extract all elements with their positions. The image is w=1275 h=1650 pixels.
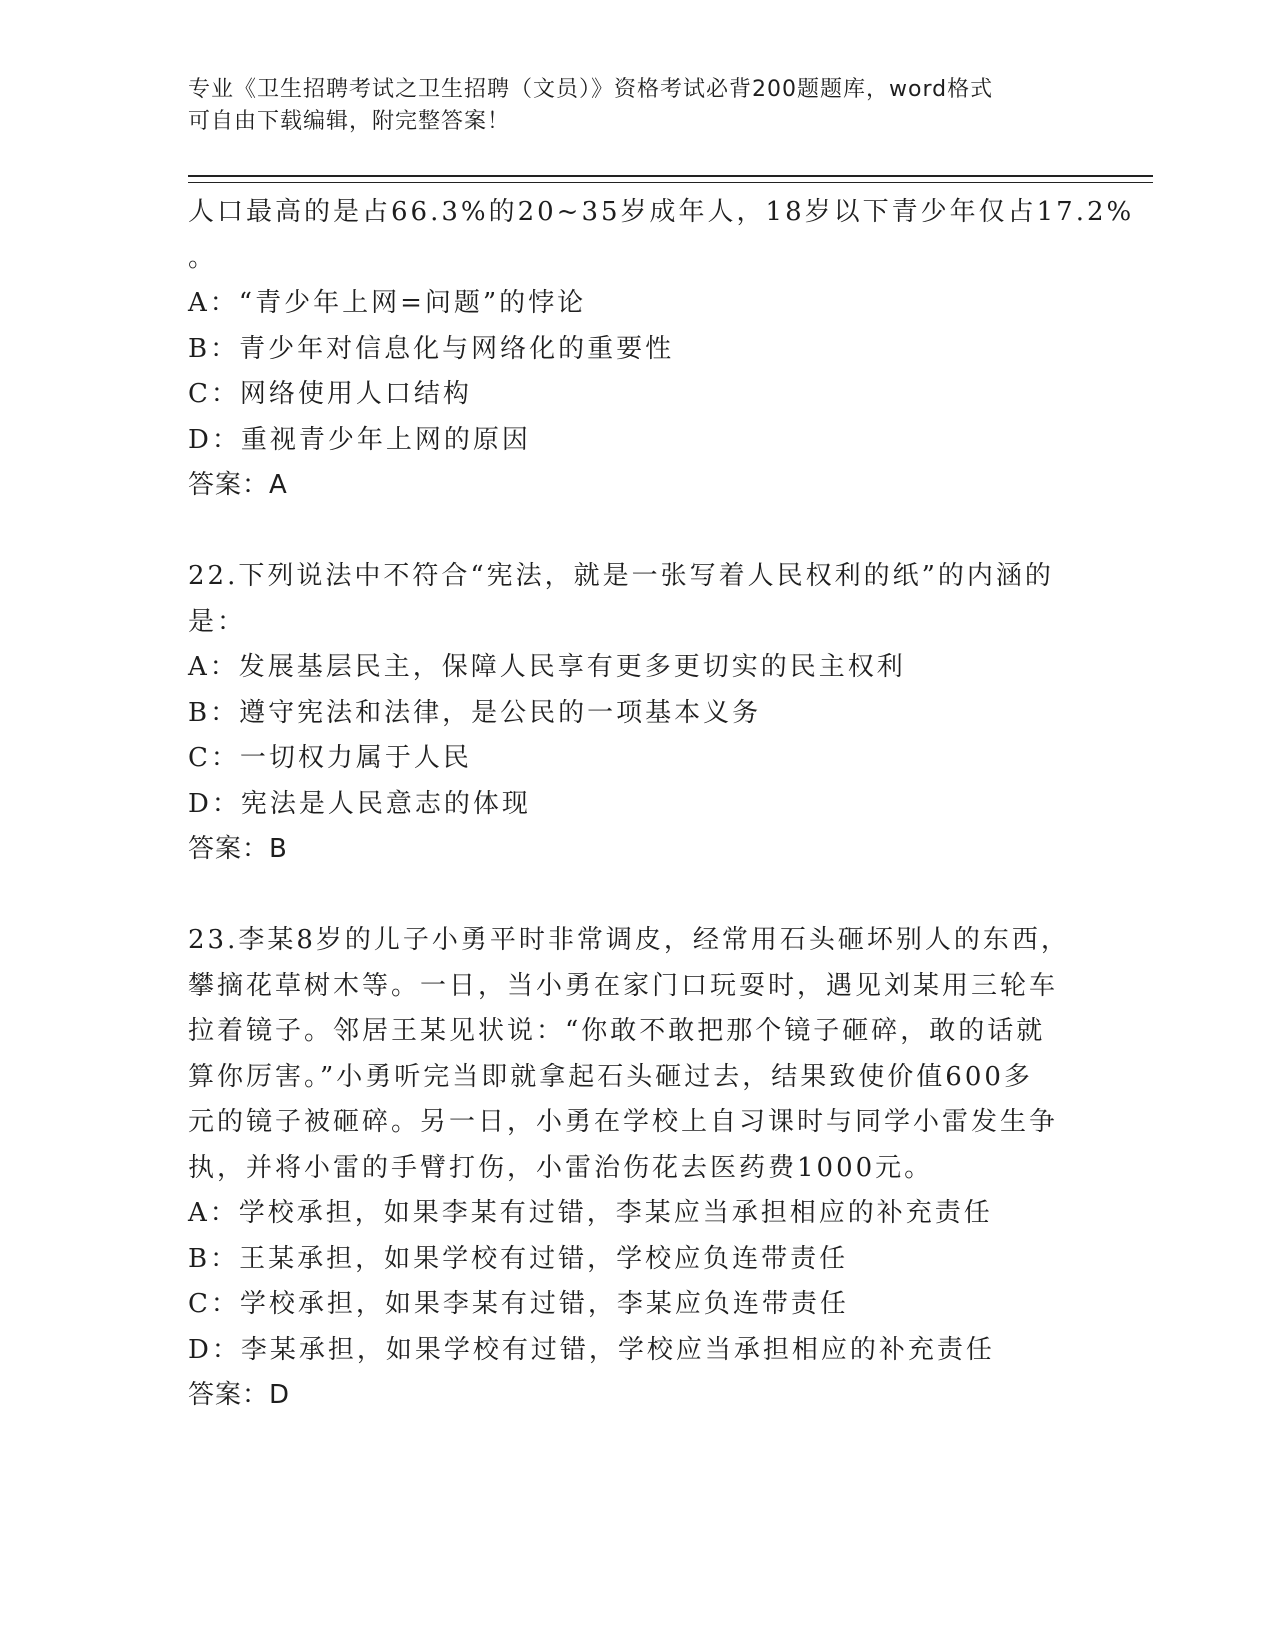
option-c: C：学校承担，如果李某有过错，李某应负连带责任 [188,1289,849,1319]
option-b: B：遵守宪法和法律，是公民的一项基本义务 [188,697,762,728]
option-d: D：李某承担，如果学校有过错，学校应当承担相应的补充责任 [188,1334,995,1365]
question-stem-line: 攀摘花草树木等。一日，当小勇在家门口玩耍时，遇见刘某用三轮车 [188,970,1059,1001]
question-stem-line: 元的镜子被砸碎。另一日，小勇在学校上自习课时与同学小雷发生争 [188,1107,1059,1137]
question-stem-line: 是： [188,606,247,637]
question-22 [188,554,1088,873]
header-line-2: 可自由下载编辑，附完整答案！ [188,109,511,134]
option-d: D：宪法是人民意志的体现 [188,788,531,819]
spacer [188,873,1088,919]
option-b: B：青少年对信息化与网络化的重要性 [188,333,675,364]
option-b: B：王某承担，如果学校有过错，学校应负连带责任 [188,1243,849,1274]
spacer [188,509,1088,555]
question-stem-line: 算你厉害。”小勇听完当即就拿起石头砸过去，结果致使价值600多 [188,1061,1033,1092]
question-content [188,190,1135,1419]
question-21 [188,190,1135,509]
answer-line: 答案：B [188,834,288,864]
document-header [188,74,1088,138]
question-stem-line: 人口最高的是占66.3%的20~35岁成年人，18岁以下青少年仅占17.2% [188,197,1135,227]
question-stem-line: 22.下列说法中不符合“宪法，就是一张写着人民权利的纸”的内涵的 [188,561,1054,591]
option-a: A：发展基层民主，保障人民享有更多更切实的民主权利 [188,652,906,682]
question-23 [188,918,1088,1419]
question-stem-line: 拉着镜子。邻居王某见状说：“你敢不敢把那个镜子砸碎，敢的话就 [188,1016,1046,1046]
question-stem-line: 。 [188,242,218,273]
option-a: A：“青少年上网=问题”的悖论 [188,288,587,318]
header-divider [188,175,1153,183]
question-stem-line: 执，并将小雷的手臂打伤，小雷治伤花去医药费1000元。 [188,1152,934,1183]
option-a: A：学校承担，如果李某有过错，李某应当承担相应的补充责任 [188,1198,993,1228]
header-line-1: 专业《卫生招聘考试之卫生招聘（文员）》资格考试必背200题题库，word格式 [188,77,994,102]
option-d: D：重视青少年上网的原因 [188,424,531,455]
answer-line: 答案：A [188,470,288,500]
option-c: C：一切权力属于人民 [188,743,472,773]
option-c: C：网络使用人口结构 [188,379,472,409]
answer-line: 答案：D [188,1380,291,1410]
question-stem-line: 23.李某8岁的儿子小勇平时非常调皮，经常用石头砸坏别人的东西， [188,925,1070,955]
